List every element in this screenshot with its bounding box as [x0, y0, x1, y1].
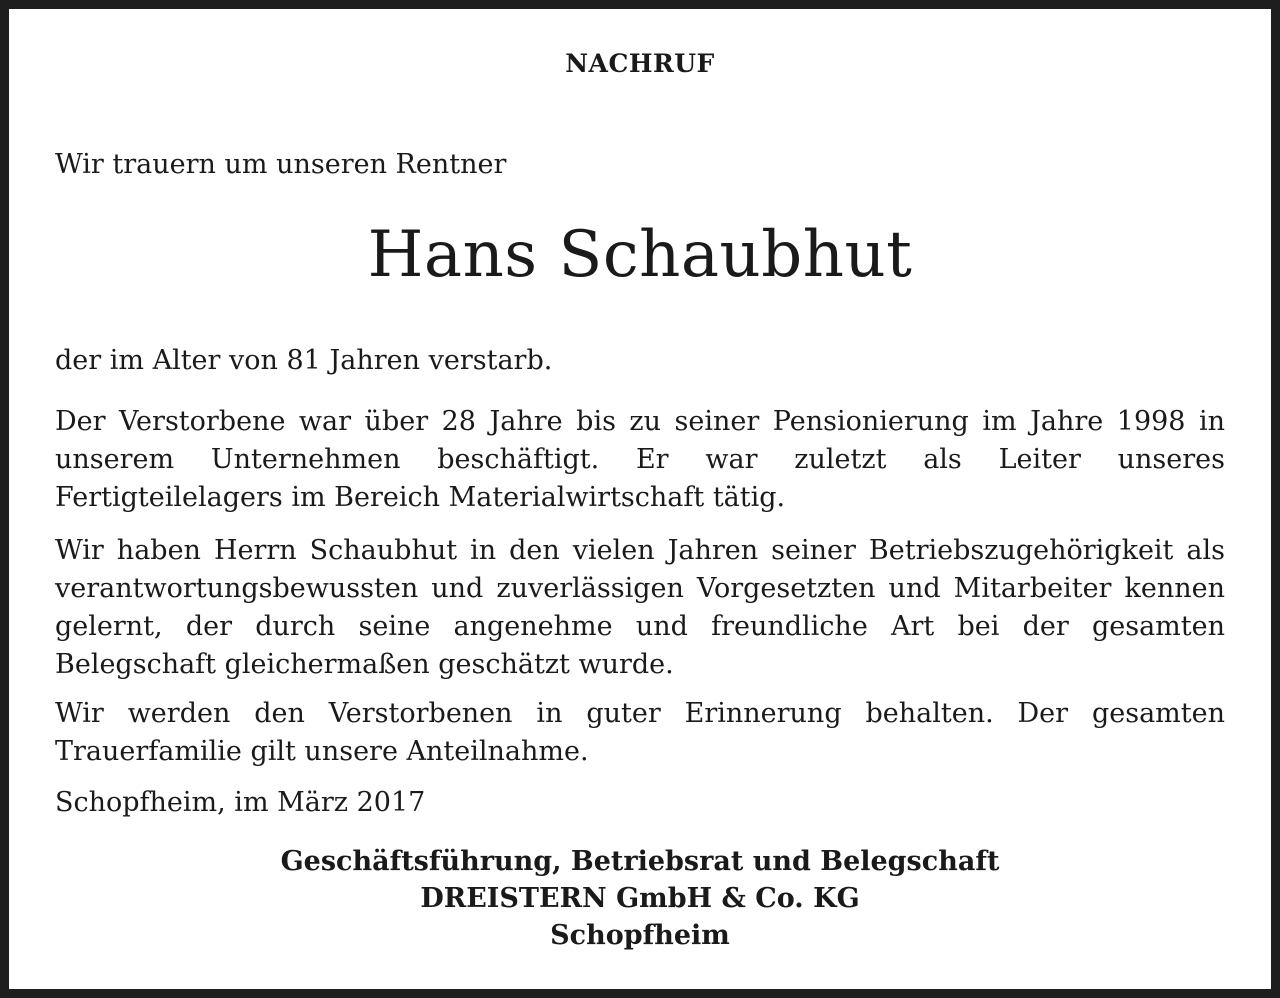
place-date: Schopfheim, im März 2017 — [55, 787, 426, 818]
signature-line-city: Schopfheim — [550, 920, 730, 951]
signature-line-management: Geschäftsführung, Betriebsrat und Belegschaft — [280, 846, 1000, 877]
signature-block — [9, 843, 1271, 954]
deceased-name: Hans Schaubhut — [367, 218, 913, 292]
intro-line: Wir trauern um unseren Rentner — [55, 149, 507, 180]
paragraph-career: Der Verstorbene war über 28 Jahre bis zu seiner Pensionierung im Jahre 1998 in unserem Unternehmen beschäftigt. Er war zuletzt als Leiter unseres Fertigteilelagers im Bereich Materialwirtschaft tätig. — [55, 406, 1225, 513]
signature-line-company: DREISTERN GmbH & Co. KG — [420, 883, 860, 914]
notice-heading: NACHRUF — [565, 49, 715, 78]
paragraph-condolence: Wir werden den Verstorbenen in guter Erinnerung behalten. Der gesamten Trauerfamilie gilt unsere Anteilnahme. — [55, 698, 1225, 767]
paragraph-tribute: Wir haben Herrn Schaubhut in den vielen Jahren seiner Betriebszugehörigkeit als verantwortungsbewussten und zuverlässigen Vorgesetzten und Mitarbeiter kennen gelernt, der durch seine angenehme und freundliche Art bei der gesamten Belegschaft gleichermaßen geschätzt wurde. — [55, 535, 1225, 680]
obituary-notice — [9, 9, 1271, 989]
age-line: der im Alter von 81 Jahren verstarb. — [55, 345, 553, 376]
